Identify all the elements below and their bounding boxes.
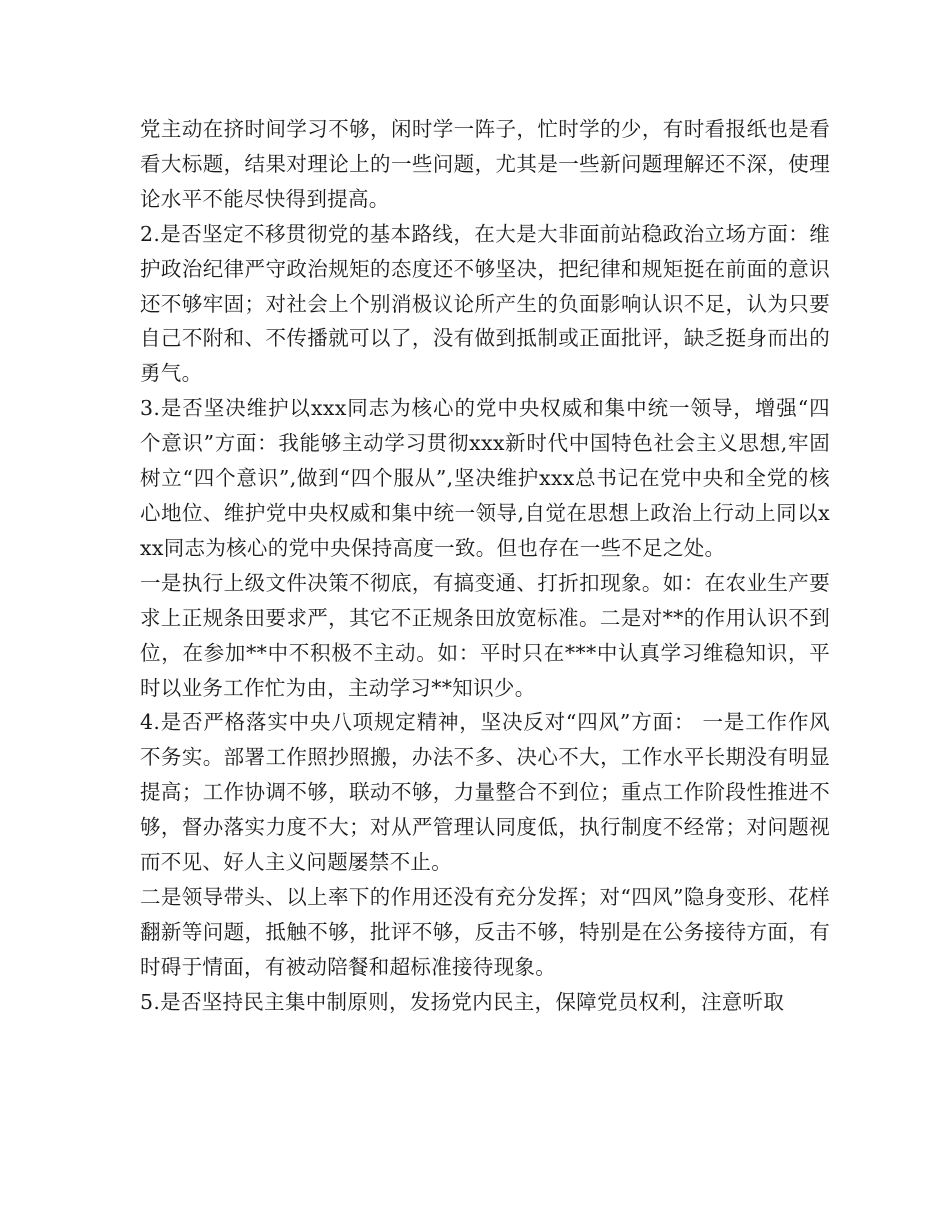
paragraph-item-4-eight-regulations: 4.是否严格落实中央八项规定精神，坚决反对“四风”方面： 一是工作作风不务实。部署工作照抄照搬，办法不多、决心不大，工作水平长期没有明显提高；工作协调不够，联动不够，力量整合不到位；重点工作阶段性推进不够，督办落实力度不大；对从严管理认同度低，执行制度不经常；对问题视而不见、好人主义问题屡禁不止。: [140, 710, 830, 875]
paragraph-item-3-four-consciousness: 3.是否坚决维护以xxx同志为核心的党中央权威和集中统一领导，增强“四个意识”方面：我能够主动学习贯彻xxx新时代中国特色社会主义思想,牢固树立“四个意识”,做到“四个服从”,坚决维护xxx总书记在党中央和全党的核心地位、维护党中央权威和集中统一领导,自觉在思想上政治上行动上同以xxx同志为核心的党中央保持高度一致。但也存在一些不足之处。: [140, 396, 830, 560]
paragraph-item-2-political-stance: 2.是否坚定不移贯彻党的基本路线，在大是大非面前站稳政治立场方面：维护政治纪律严守政治规矩的态度还不够坚决，把纪律和规矩挺在前面的意识还不够牢固；对社会上个别消极议论所产生的负面影响认识不足，认为只要自己不附和、不传播就可以了，没有做到抵制或正面批评，缺乏挺身而出的勇气。: [140, 221, 830, 386]
paragraph-leadership-example: 二是领导带头、以上率下的作用还没有充分发挥；对“四风”隐身变形、花样翻新等问题，抵触不够，批评不够，反击不够，特别是在公务接待方面，有时碍于情面，有被动陪餐和超标准接待现象。: [140, 884, 830, 979]
paragraph-implementation-issues: 一是执行上级文件决策不彻底，有搞变通、打折扣现象。如：在农业生产要求上正规条田要求严，其它不正规条田放宽标准。二是对**的作用认识不到位，在参加**中不积极不主动。如：平时只在***中认真学习维稳知识，平时以业务工作忙为由，主动学习**知识少。: [140, 570, 830, 700]
paragraph-item-5-democratic-centralism: 5.是否坚持民主集中制原则，发扬党内民主，保障党员权利，注意听取: [140, 989, 785, 1014]
document-body: [140, 112, 830, 1020]
paragraph-theory-study-continued: 党主动在挤时间学习不够，闲时学一阵子，忙时学的少，有时看报纸也是看看大标题，结果对理论上的一些问题，尤其是一些新问题理解还不深，使理论水平不能尽快得到提高。: [140, 117, 830, 211]
